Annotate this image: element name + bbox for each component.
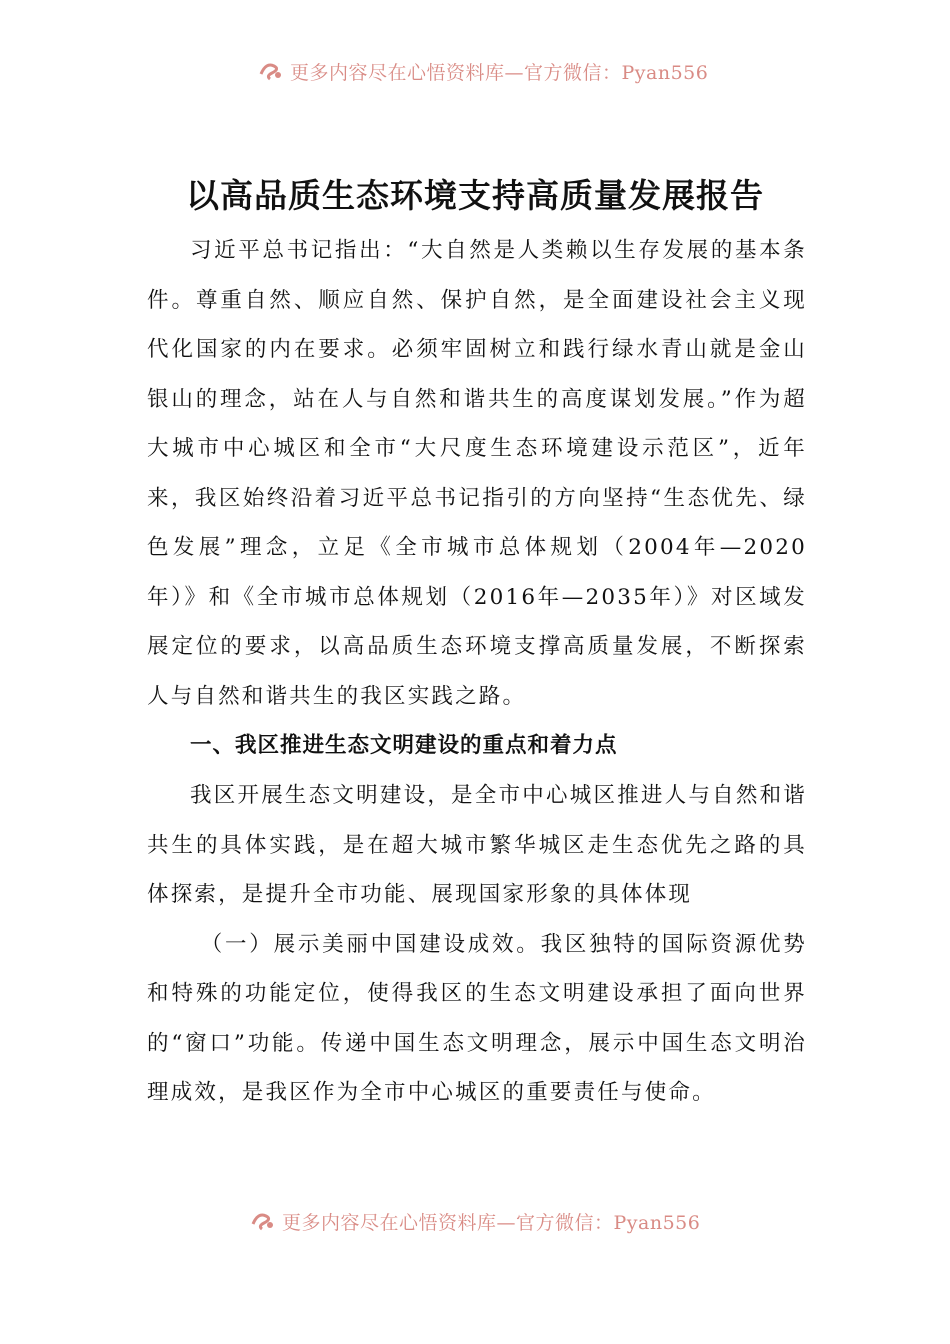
watermark-bottom: [250, 1208, 770, 1234]
intro-paragraph: 习近平总书记指出：“大自然是人类赖以生存发展的基本条件。尊重自然、顺应自然、保护自然，是全面建设社会主义现代化国家的内在要求。必须牢固树立和践行绿水青山就是金山银山的理念，站在人与自然和谐共生的高度谋划发展。”作为超大城市中心城区和全市“大尺度生态环境建设示范区”，近年来，我区始终沿着习近平总书记指引的方向坚持“生态优先、绿色发展”理念，立足《全市城市总体规划（2004年—2020年）》和《全市城市总体规划（2016年—2035年）》对区域发展定位的要求，以高品质生态环境支撑高质量发展，不断探索人与自然和谐共生的我区实践之路。: [147, 238, 807, 709]
document-body: [147, 226, 807, 1118]
document-title: 以高品质生态环境支持高质量发展报告: [186, 176, 764, 215]
subsection-paragraph: （一）展示美丽中国建设成效。我区独特的国际资源优势和特殊的功能定位，使得我区的生态文明建设承担了面向世界的“窗口”功能。传递中国生态文明理念，展示中国生态文明治理成效，是我区作为全市中心城区的重要责任与使命。: [147, 931, 807, 1105]
section-paragraph: 我区开展生态文明建设，是全市中心城区推进人与自然和谐共生的具体实践，是在超大城市繁华城区走生态优先之路的具体探索，是提升全市功能、展现国家形象的具体体现: [147, 783, 807, 907]
watermark-top: [258, 58, 778, 84]
watermark-text: 更多内容尽在心悟资料库—官方微信：Pyan556: [282, 1211, 701, 1234]
watermark-text: 更多内容尽在心悟资料库—官方微信：Pyan556: [290, 61, 709, 84]
watermark-logo-icon: [250, 1210, 276, 1232]
watermark-logo-icon: [258, 60, 284, 82]
section-heading: 一、我区推进生态文明建设的重点和着力点: [190, 733, 618, 758]
